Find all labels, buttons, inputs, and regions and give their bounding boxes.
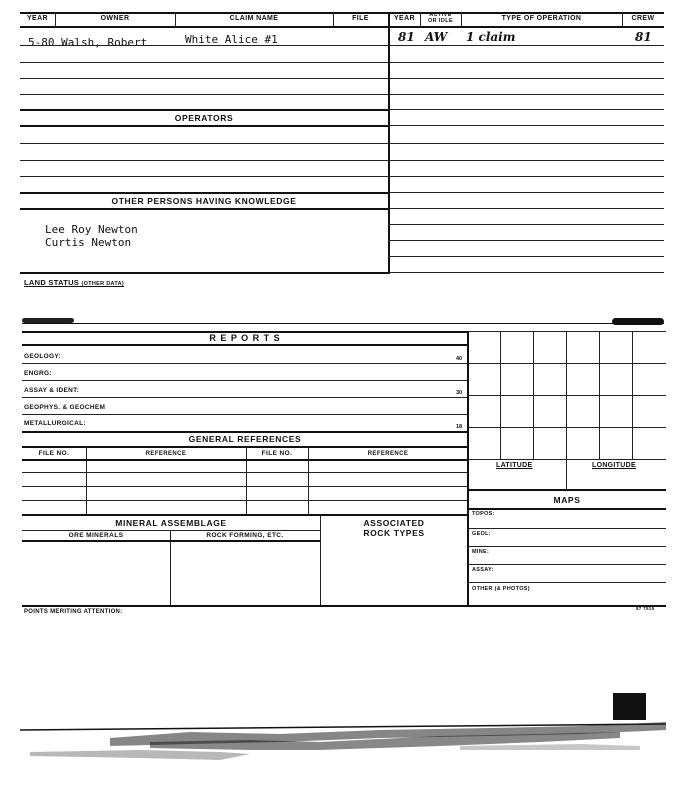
land-status-sub: (OTHER DATA) [81,281,124,287]
ref-col-reference-2: REFERENCE [367,451,409,457]
row1-year-owner: 5-80 Walsh, Robert [28,36,148,49]
row1-crew: 81 [635,30,652,44]
other-persons-title: OTHER PERSONS HAVING KNOWLEDGE [111,196,297,206]
ore-minerals-header: ORE MINERALS [68,532,124,539]
report-geophys: GEOPHYS. & GEOCHEM [24,404,106,411]
rock-forming-header: ROCK FORMING, ETC. [206,532,284,539]
header-year: YEAR [26,15,49,22]
ref-col-file-no-2: FILE NO. [261,450,293,457]
map-row-geol: GEOL: [472,531,491,537]
map-row-mine: MINE: [472,549,490,555]
header-owner: OWNER [100,15,130,22]
latitude-label: LATITUDE [496,462,533,469]
operators-title: OPERATORS [174,113,234,123]
report-assay: ASSAY & IDENT: [24,387,80,394]
associated-rock-types-1: ASSOCIATED [363,518,425,528]
maps-title: MAPS [553,495,581,505]
header-idle-line: OR IDLE [427,18,454,24]
ref-col-file-no-1: FILE NO. [38,450,70,457]
other-person-2: Curtis Newton [45,236,132,249]
ref-col-reference-1: REFERENCE [145,451,187,457]
scan-smudge-top-right [612,318,664,325]
map-row-other: OTHER (& PHOTOS) [472,586,530,592]
general-references-title: GENERAL REFERENCES [188,434,302,444]
row1-year: 81 [398,30,415,44]
map-row-topos: TOPOS: [472,511,495,517]
header-claim-name: CLAIM NAME [229,15,279,22]
report-metallurgical-num: 18 [456,424,463,430]
header-active-idle [420,12,461,24]
header-year-2: YEAR [393,15,416,22]
report-geology-num: 40 [456,356,463,362]
row1-active-idle: AW [425,30,448,44]
form-number: 87 7515 [636,606,655,611]
header-crew: CREW [631,15,655,22]
other-person-1: Lee Roy Newton [45,223,138,236]
report-assay-num: 30 [456,390,463,396]
row1-type-of-operation: 1 claim [466,30,516,44]
header-file: FILE [352,15,369,22]
report-geology: GEOLOGY: [24,353,61,360]
row1-claim-name: White Alice #1 [185,33,278,46]
scan-noise-band [20,716,666,776]
mineral-assemblage-title: MINERAL ASSEMBLAGE [115,518,227,528]
associated-rock-types-2: ROCK TYPES [363,528,425,538]
header-active-line: ACTIVE [429,12,452,18]
report-engrg: ENGRG: [24,370,52,377]
reports-title: R E P O R T S [209,333,281,343]
report-metallurgical: METALLURGICAL: [24,420,86,427]
land-status-label [24,278,124,287]
land-status-text: LAND STATUS [24,278,80,287]
map-row-assay: ASSAY: [472,567,494,573]
header-type-of-operation: TYPE OF OPERATION [501,15,582,22]
longitude-label: LONGITUDE [592,462,636,469]
points-meriting-attention: POINTS MERITING ATTENTION: [24,609,123,615]
